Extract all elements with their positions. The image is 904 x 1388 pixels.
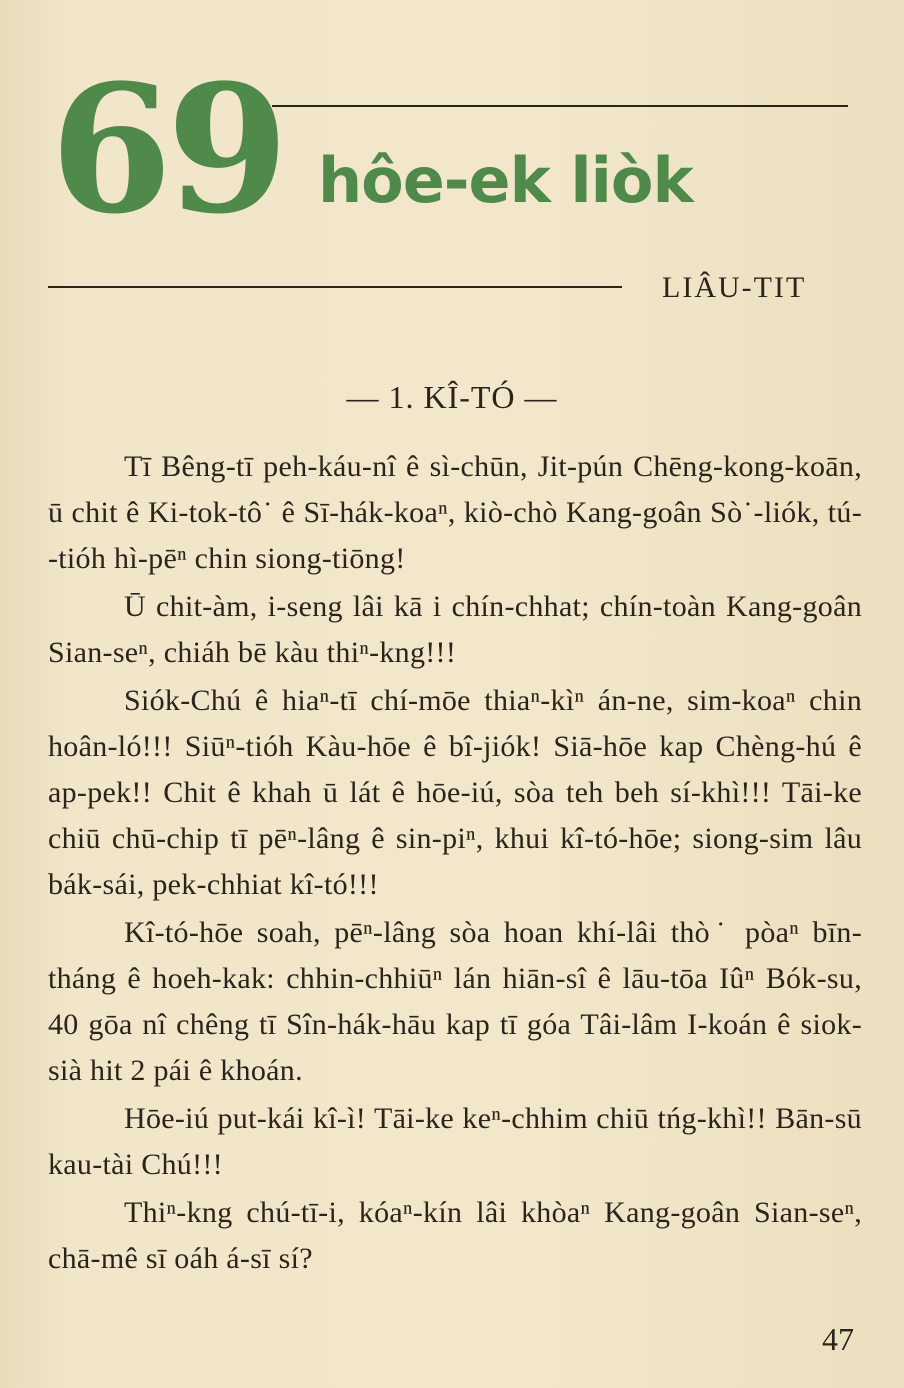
author-rule [48,286,622,288]
paragraph: Kî-tó-hōe soah, pēⁿ-lâng sòa hoan khí-lâi thò˙ pòaⁿ bīn-tháng ê hoeh-kak: chhin-chhiūⁿ lán hiān-sî ê lāu-tōa Iûⁿ Bók-su, 40 gōa nî chêng tī Sîn-hák-hāu kap tī góa Tâi-lâm I-koán ê siok-sià hit 2 pái ê khoán. [48,916,862,1087]
author-name: LIÂU-TIT [662,271,807,304]
chapter-title: hôe-ek liòk [318,144,693,217]
paragraph: Siók-Chú ê hiaⁿ-tī chí-mōe thiaⁿ-kìⁿ án-ne, sim-koaⁿ chin hoân-ló!!! Siūⁿ-tióh Kàu-hōe ê bî-jiók! Siā-hōe kap Chèng-hú ê ap-pek!! Chit ê khah ū lát ê hōe-iú, sòa teh beh sí-khì!!! Tāi-ke chiū chū-chip tī pēⁿ-lâng ê sin-piⁿ, khui kî-tó-hōe; siong-sim lâu bák-sái, pek-chhiat kî-tó!!! [48,684,862,901]
chapter-number: 69 [50,46,283,253]
paragraph: Thiⁿ-kng chú-tī-i, kóaⁿ-kín lâi khòaⁿ Kang-goân Sian-seⁿ, chā-mê sī oáh á-sī sí? [48,1196,862,1275]
title-rule [272,105,848,107]
section-heading: — 1. KÎ-TÓ — [346,379,558,415]
page-number: 47 [822,1321,854,1357]
paragraph: Tī Bêng-tī peh-káu-nî ê sì-chūn, Jit-pún Chēng-kong-koān, ū chit ê Ki-tok-tô˙ ê Sī-hák-koaⁿ, kiò-chò Kang-goân Sò˙-liók, tú--tióh hì-pēⁿ chin siong-tiōng! [48,450,862,575]
body-text [48,444,862,1284]
paragraph: Hōe-iú put-kái kî-ì! Tāi-ke keⁿ-chhim chiū tńg-khì!! Bān-sū kau-tài Chú!!! [48,1102,862,1181]
paragraph: Ū chit-àm, i-seng lâi kā i chín-chhat; chín-toàn Kang-goân Sian-seⁿ, chiáh bē kàu thiⁿ-kng!!! [48,590,862,669]
